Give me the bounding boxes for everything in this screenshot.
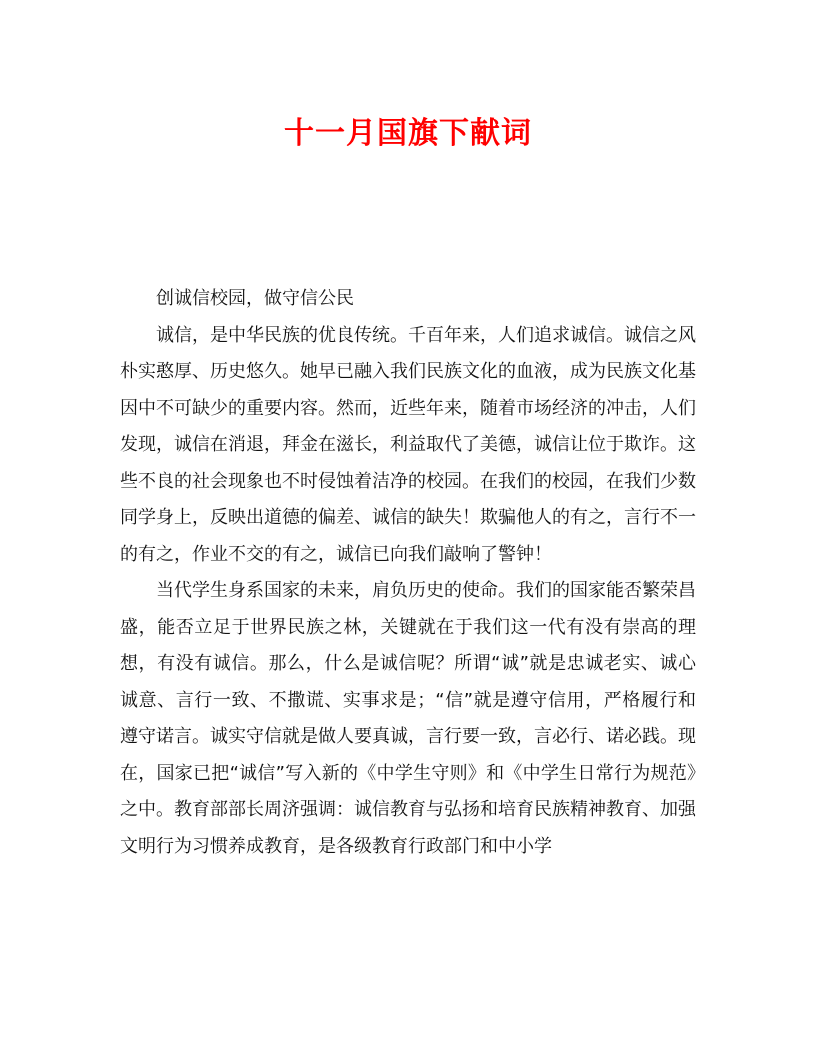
document-subtitle: 创诚信校园，做守信公民 — [156, 288, 354, 309]
paragraph-2: 当代学生身系国家的未来，肩负历史的使命。我们的国家能否繁荣昌盛，能否立足于世界民族之林，关键就在于我们这一代有没有崇高的理想，有没有诚信。那么，什么是诚信呢？所谓“诚”就是忠诚老实、诚心诚意、言行一致、不撒谎、实事求是；“信”就是遵守信用，严格履行和遵守诺言。诚实守信就是做人要真诚，言行要一致，言必行、诺必践。现在，国家已把“诚信”写入新的《中学生守则》和《中学生日常行为规范》之中。教育部部长周济强调：诚信教育与弘扬和培育民族精神教育、加强文明行为习惯养成教育，是各级教育行政部门和中小学 — [120, 580, 696, 857]
document-body — [120, 281, 696, 865]
paragraph-1: 诚信，是中华民族的优良传统。千百年来，人们追求诚信。诚信之风朴实憨厚、历史悠久。她早已融入我们民族文化的血液，成为民族文化基因中不可缺少的重要内容。然而，近些年来，随着市场经济的冲击，人们发现，诚信在消退，拜金在滋长，利益取代了美德，诚信让位于欺诈。这些不良的社会现象也不时侵蚀着洁净的校园。在我们的校园，在我们少数同学身上，反映出道德的偏差、诚信的缺失！欺骗他人的有之，言行不一的有之，作业不交的有之，诚信已向我们敲响了警钟！ — [120, 324, 696, 565]
document-title: 十一月国旗下献词 — [284, 116, 532, 151]
